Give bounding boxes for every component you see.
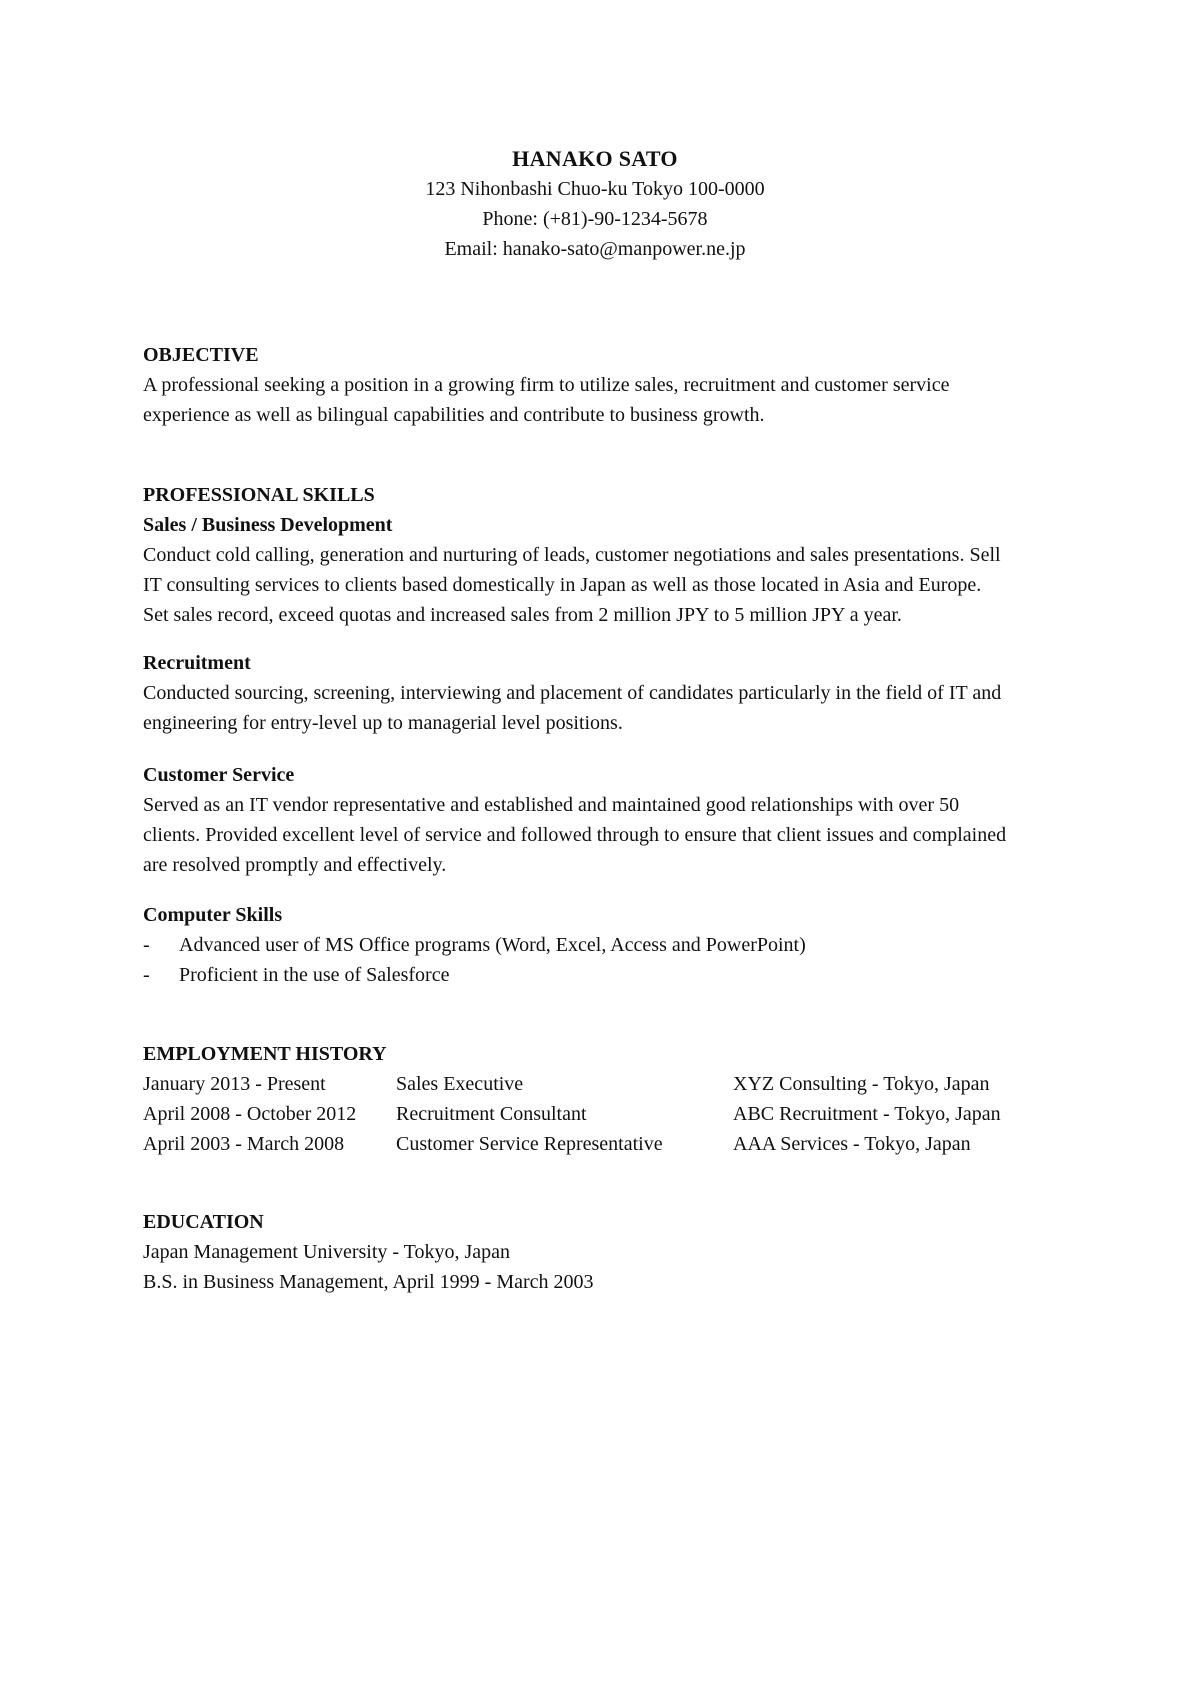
address-line: 123 Nihonbashi Chuo-ku Tokyo 100-0000 bbox=[425, 178, 765, 200]
objective-line: A professional seeking a position in a growing firm to utilize sales, recruitment and customer service bbox=[143, 374, 950, 396]
objective-section bbox=[143, 340, 1063, 430]
resume-header bbox=[0, 144, 1190, 264]
employment-company: XYZ Consulting - Tokyo, Japan bbox=[733, 1073, 990, 1095]
skill-line: Set sales record, exceed quotas and increased sales from 2 million JPY to 5 million JPY a year. bbox=[143, 604, 902, 626]
email-line: Email: hanako-sato@manpower.ne.jp bbox=[444, 238, 746, 260]
skill-customer-service bbox=[143, 760, 1063, 880]
employment-section bbox=[143, 1039, 1063, 1159]
bullet-marker: - bbox=[143, 934, 150, 956]
employment-title: EMPLOYMENT HISTORY bbox=[143, 1043, 387, 1065]
objective-title: OBJECTIVE bbox=[143, 344, 259, 366]
table-row bbox=[143, 1069, 1063, 1099]
employment-company: AAA Services - Tokyo, Japan bbox=[733, 1133, 971, 1155]
objective-line: experience as well as bilingual capabilities and contribute to business growth. bbox=[143, 404, 765, 426]
education-line: B.S. in Business Management, April 1999 - March 2003 bbox=[143, 1271, 594, 1293]
skill-line: Conducted sourcing, screening, interviewing and placement of candidates particularly in the field of IT and bbox=[143, 682, 1002, 704]
skill-computer-title: Computer Skills bbox=[143, 904, 283, 926]
employment-role: Customer Service Representative bbox=[396, 1133, 663, 1155]
list-item-text: Proficient in the use of Salesforce bbox=[179, 964, 450, 986]
education-line: Japan Management University - Tokyo, Japan bbox=[143, 1241, 511, 1263]
list-item bbox=[143, 930, 1063, 960]
skill-customer-service-title: Customer Service bbox=[143, 764, 295, 786]
skill-line: IT consulting services to clients based domestically in Japan as well as those located in Asia and Europe. bbox=[143, 574, 982, 596]
employment-company: ABC Recruitment - Tokyo, Japan bbox=[733, 1103, 1001, 1125]
employment-role: Recruitment Consultant bbox=[396, 1103, 587, 1125]
employment-period: January 2013 - Present bbox=[143, 1073, 326, 1095]
skill-sales-title: Sales / Business Development bbox=[143, 514, 393, 536]
education-section bbox=[143, 1207, 1063, 1297]
skills-title: PROFESSIONAL SKILLS bbox=[143, 484, 375, 506]
skill-line: are resolved promptly and effectively. bbox=[143, 854, 447, 876]
employment-role: Sales Executive bbox=[396, 1073, 524, 1095]
skill-recruitment bbox=[143, 648, 1063, 738]
phone-line: Phone: (+81)-90-1234-5678 bbox=[482, 208, 708, 230]
bullet-marker: - bbox=[143, 964, 150, 986]
skills-section bbox=[143, 480, 1063, 630]
table-row bbox=[143, 1129, 1063, 1159]
skill-line: engineering for entry-level up to managerial level positions. bbox=[143, 712, 623, 734]
list-item bbox=[143, 960, 1063, 990]
employment-period: April 2003 - March 2008 bbox=[143, 1133, 345, 1155]
list-item-text: Advanced user of MS Office programs (Word, Excel, Access and PowerPoint) bbox=[179, 934, 806, 956]
skill-line: Conduct cold calling, generation and nurturing of leads, customer negotiations and sales presentations. Sell bbox=[143, 544, 1001, 566]
employment-period: April 2008 - October 2012 bbox=[143, 1103, 357, 1125]
candidate-name: HANAKO SATO bbox=[512, 146, 678, 171]
skill-computer bbox=[143, 900, 1063, 990]
skill-line: Served as an IT vendor representative and established and maintained good relationships with over 50 bbox=[143, 794, 960, 816]
skill-sales bbox=[143, 510, 1063, 630]
skill-recruitment-title: Recruitment bbox=[143, 652, 251, 674]
education-title: EDUCATION bbox=[143, 1211, 264, 1233]
skill-line: clients. Provided excellent level of service and followed through to ensure that client issues and complained bbox=[143, 824, 1007, 846]
table-row bbox=[143, 1099, 1063, 1129]
